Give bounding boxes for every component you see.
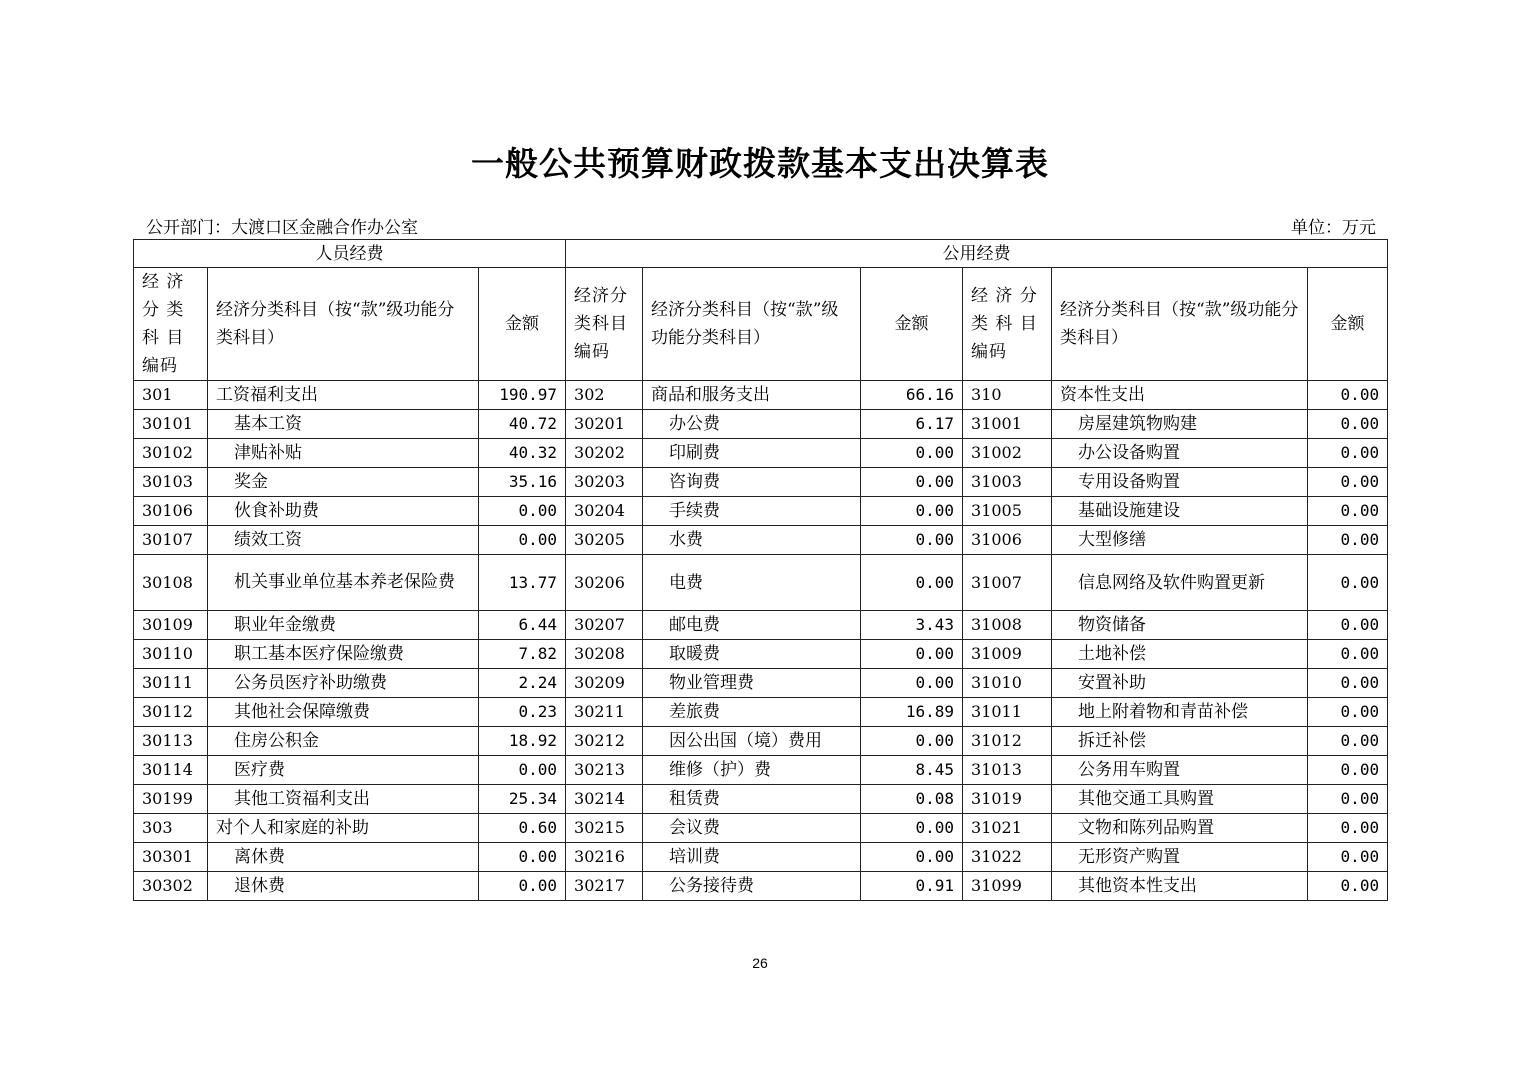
header-amount-public: 金额	[861, 268, 963, 381]
personnel-subject-cell	[208, 669, 479, 698]
personnel-amount-cell: 0.00	[479, 497, 566, 526]
table-row	[134, 785, 1388, 814]
table-row	[134, 727, 1388, 756]
public-code-cell: 30203	[566, 468, 643, 497]
public-code-cell: 302	[566, 381, 643, 410]
public-amount-cell: 0.00	[861, 814, 963, 843]
page-title: 一般公共预算财政拨款基本支出决算表	[471, 144, 1049, 183]
header-subject-capital: 经济分类科目（按“款”级功能分类科目）	[1052, 268, 1308, 381]
public-subject-cell	[643, 526, 861, 555]
capital-amount-cell: 0.00	[1308, 814, 1388, 843]
personnel-code-cell: 30101	[134, 410, 208, 439]
header-code-personnel: 经 济 分 类 科 目 编码	[134, 268, 208, 381]
public-subject-cell	[643, 785, 861, 814]
section-personnel: 人员经费	[134, 240, 566, 268]
subject-label: 绩效工资	[234, 530, 302, 550]
personnel-subject-cell	[208, 698, 479, 727]
subject-label: 无形资产购置	[1078, 847, 1181, 867]
personnel-subject-cell	[208, 611, 479, 640]
personnel-code-cell: 30109	[134, 611, 208, 640]
personnel-subject-cell	[208, 872, 479, 901]
public-code-cell: 30215	[566, 814, 643, 843]
capital-amount-cell: 0.00	[1308, 785, 1388, 814]
personnel-amount-cell: 7.82	[479, 640, 566, 669]
subject-label: 伙食补助费	[234, 501, 319, 521]
capital-code-cell: 31022	[963, 843, 1052, 872]
personnel-subject-cell	[208, 439, 479, 468]
subject-label: 公务员医疗补助缴费	[234, 673, 387, 693]
capital-subject-cell	[1052, 843, 1308, 872]
subject-label: 津贴补贴	[234, 443, 302, 463]
table-row	[134, 611, 1388, 640]
public-code-cell: 30204	[566, 497, 643, 526]
capital-subject-cell	[1052, 555, 1308, 611]
public-subject-cell	[643, 468, 861, 497]
capital-subject-cell	[1052, 640, 1308, 669]
subject-label: 印刷费	[669, 443, 721, 463]
header-subject-public: 经济分类科目（按“款”级功能分类科目）	[643, 268, 861, 381]
subject-label: 其他社会保障缴费	[234, 702, 370, 722]
capital-subject-cell	[1052, 872, 1308, 901]
capital-amount-cell: 0.00	[1308, 381, 1388, 410]
personnel-amount-cell: 2.24	[479, 669, 566, 698]
subject-label: 基础设施建设	[1078, 501, 1181, 521]
subject-label: 取暖费	[669, 644, 721, 664]
capital-code-cell: 31002	[963, 439, 1052, 468]
subject-label: 房屋建筑物购建	[1078, 414, 1198, 434]
capital-code-cell: 310	[963, 381, 1052, 410]
capital-code-cell: 31009	[963, 640, 1052, 669]
capital-code-cell: 31007	[963, 555, 1052, 611]
subject-label: 职工基本医疗保险缴费	[234, 644, 404, 664]
capital-amount-cell: 0.00	[1308, 698, 1388, 727]
table-row	[134, 381, 1388, 410]
subject-label: 基本工资	[234, 414, 302, 434]
personnel-amount-cell: 0.23	[479, 698, 566, 727]
public-code-cell: 30209	[566, 669, 643, 698]
personnel-code-cell: 30114	[134, 756, 208, 785]
personnel-code-cell: 30302	[134, 872, 208, 901]
public-amount-cell: 0.08	[861, 785, 963, 814]
public-subject-cell	[643, 698, 861, 727]
capital-subject-cell	[1052, 611, 1308, 640]
subject-label: 培训费	[669, 847, 721, 867]
public-code-cell: 30217	[566, 872, 643, 901]
subject-label: 公务接待费	[669, 876, 755, 896]
public-code-cell: 30201	[566, 410, 643, 439]
personnel-subject-cell: 对个人和家庭的补助	[208, 814, 479, 843]
public-amount-cell: 0.00	[861, 497, 963, 526]
capital-code-cell: 31099	[963, 872, 1052, 901]
capital-subject-cell	[1052, 468, 1308, 497]
personnel-amount-cell: 18.92	[479, 727, 566, 756]
header-code-public: 经济分类科目编码	[566, 268, 643, 381]
public-amount-cell: 0.00	[861, 439, 963, 468]
capital-subject-cell	[1052, 669, 1308, 698]
public-amount-cell: 0.00	[861, 468, 963, 497]
personnel-subject-cell	[208, 727, 479, 756]
unit-label: 单位：万元	[1291, 218, 1376, 238]
personnel-amount-cell: 40.32	[479, 439, 566, 468]
subject-label: 土地补偿	[1078, 644, 1147, 664]
personnel-amount-cell: 35.16	[479, 468, 566, 497]
personnel-code-cell: 30199	[134, 785, 208, 814]
personnel-code-cell: 30103	[134, 468, 208, 497]
capital-amount-cell: 0.00	[1308, 468, 1388, 497]
capital-amount-cell: 0.00	[1308, 555, 1388, 611]
subject-label: 大型修缮	[1078, 530, 1147, 550]
table-row	[134, 669, 1388, 698]
table-row	[134, 843, 1388, 872]
public-subject-cell	[643, 555, 861, 611]
public-code-cell: 30207	[566, 611, 643, 640]
subject-label: 差旅费	[669, 702, 721, 722]
table-row	[134, 555, 1388, 611]
subject-label: 公务用车购置	[1078, 760, 1181, 780]
subject-label: 其他交通工具购置	[1078, 789, 1215, 809]
public-code-cell: 30206	[566, 555, 643, 611]
public-amount-cell: 0.00	[861, 526, 963, 555]
personnel-subject-cell	[208, 555, 479, 611]
personnel-code-cell: 30102	[134, 439, 208, 468]
personnel-amount-cell: 0.00	[479, 843, 566, 872]
public-amount-cell: 0.00	[861, 555, 963, 611]
public-amount-cell: 66.16	[861, 381, 963, 410]
subject-label: 办公设备购置	[1078, 443, 1181, 463]
public-subject-cell	[643, 640, 861, 669]
capital-subject-cell	[1052, 727, 1308, 756]
capital-amount-cell: 0.00	[1308, 611, 1388, 640]
public-subject-cell	[643, 669, 861, 698]
capital-code-cell: 31013	[963, 756, 1052, 785]
capital-subject-cell	[1052, 439, 1308, 468]
subject-label: 水费	[669, 530, 704, 550]
subject-label: 电费	[669, 572, 704, 593]
capital-subject-cell	[1052, 497, 1308, 526]
subject-label: 文物和陈列品购置	[1078, 818, 1215, 838]
personnel-code-cell: 301	[134, 381, 208, 410]
table-row	[134, 439, 1388, 468]
public-code-cell: 30205	[566, 526, 643, 555]
table-row	[134, 814, 1388, 843]
header-code-capital: 经 济 分 类 科 目 编码	[963, 268, 1052, 381]
capital-subject-cell: 资本性支出	[1052, 381, 1308, 410]
personnel-amount-cell: 40.72	[479, 410, 566, 439]
public-code-cell: 30202	[566, 439, 643, 468]
public-code-cell: 30213	[566, 756, 643, 785]
public-amount-cell: 6.17	[861, 410, 963, 439]
public-amount-cell: 3.43	[861, 611, 963, 640]
capital-code-cell: 31019	[963, 785, 1052, 814]
table-row	[134, 698, 1388, 727]
subject-label: 地上附着物和青苗补偿	[1078, 702, 1249, 722]
capital-subject-cell	[1052, 526, 1308, 555]
public-code-cell: 30214	[566, 785, 643, 814]
capital-code-cell: 31012	[963, 727, 1052, 756]
subject-label: 其他工资福利支出	[234, 789, 370, 809]
page-number: 26	[752, 955, 768, 971]
capital-subject-cell	[1052, 756, 1308, 785]
public-amount-cell: 0.00	[861, 669, 963, 698]
subject-label: 会议费	[669, 818, 721, 838]
subject-label: 专用设备购置	[1078, 472, 1181, 492]
public-subject-cell	[643, 843, 861, 872]
personnel-subject-cell	[208, 785, 479, 814]
public-code-cell: 30208	[566, 640, 643, 669]
personnel-code-cell: 30112	[134, 698, 208, 727]
subject-label: 信息网络及软件购置更新	[1078, 572, 1266, 593]
personnel-subject-cell	[208, 843, 479, 872]
capital-amount-cell: 0.00	[1308, 756, 1388, 785]
subject-label: 物资储备	[1078, 615, 1147, 635]
public-subject-cell	[643, 872, 861, 901]
public-amount-cell: 0.00	[861, 640, 963, 669]
public-subject-cell	[643, 727, 861, 756]
capital-amount-cell: 0.00	[1308, 669, 1388, 698]
capital-amount-cell: 0.00	[1308, 872, 1388, 901]
column-header-row	[134, 268, 1388, 381]
personnel-subject-cell	[208, 526, 479, 555]
capital-subject-cell	[1052, 785, 1308, 814]
personnel-amount-cell: 0.00	[479, 872, 566, 901]
personnel-amount-cell: 13.77	[479, 555, 566, 611]
table-row	[134, 526, 1388, 555]
public-amount-cell: 16.89	[861, 698, 963, 727]
public-subject-cell	[643, 814, 861, 843]
personnel-amount-cell: 25.34	[479, 785, 566, 814]
section-public: 公用经费	[566, 240, 1388, 268]
capital-amount-cell: 0.00	[1308, 843, 1388, 872]
public-subject-cell	[643, 439, 861, 468]
capital-code-cell: 31005	[963, 497, 1052, 526]
subject-label: 邮电费	[669, 615, 721, 635]
public-amount-cell: 8.45	[861, 756, 963, 785]
capital-amount-cell: 0.00	[1308, 727, 1388, 756]
capital-code-cell: 31006	[963, 526, 1052, 555]
subject-label: 机关事业单位基本养老保险费	[234, 572, 455, 592]
subject-label: 职业年金缴费	[234, 615, 336, 635]
capital-subject-cell	[1052, 410, 1308, 439]
table-row	[134, 872, 1388, 901]
subject-label: 退休费	[234, 876, 285, 896]
personnel-subject-cell	[208, 640, 479, 669]
header-subject-personnel: 经济分类科目（按“款”级功能分类科目）	[208, 268, 479, 381]
public-subject-cell	[643, 611, 861, 640]
subject-label: 其他资本性支出	[1078, 876, 1198, 896]
public-subject-cell	[643, 497, 861, 526]
header-amount-capital: 金额	[1308, 268, 1388, 381]
capital-code-cell: 31010	[963, 669, 1052, 698]
subject-label: 住房公积金	[234, 731, 319, 751]
subject-label: 维修（护）费	[669, 760, 772, 780]
capital-code-cell: 31011	[963, 698, 1052, 727]
public-code-cell: 30211	[566, 698, 643, 727]
personnel-code-cell: 303	[134, 814, 208, 843]
capital-amount-cell: 0.00	[1308, 410, 1388, 439]
personnel-code-cell: 30113	[134, 727, 208, 756]
personnel-code-cell: 30106	[134, 497, 208, 526]
personnel-amount-cell: 0.00	[479, 526, 566, 555]
capital-amount-cell: 0.00	[1308, 497, 1388, 526]
subject-label: 因公出国（境）费用	[669, 731, 823, 751]
section-header-row	[134, 240, 1388, 268]
public-subject-cell	[643, 756, 861, 785]
table-row	[134, 468, 1388, 497]
personnel-code-cell: 30111	[134, 669, 208, 698]
capital-code-cell: 31021	[963, 814, 1052, 843]
department-label: 公开部门：大渡口区金融合作办公室	[146, 218, 418, 238]
capital-amount-cell: 0.00	[1308, 526, 1388, 555]
subject-label: 拆迁补偿	[1078, 731, 1147, 751]
public-amount-cell: 0.00	[861, 843, 963, 872]
personnel-subject-cell	[208, 468, 479, 497]
subject-label: 手续费	[669, 501, 721, 521]
public-amount-cell: 0.91	[861, 872, 963, 901]
personnel-amount-cell: 0.60	[479, 814, 566, 843]
subject-label: 安置补助	[1078, 673, 1147, 693]
personnel-code-cell: 30107	[134, 526, 208, 555]
personnel-subject-cell	[208, 497, 479, 526]
table-row	[134, 756, 1388, 785]
subject-label: 物业管理费	[669, 673, 755, 693]
personnel-code-cell: 30301	[134, 843, 208, 872]
subject-label: 咨询费	[669, 472, 721, 492]
public-code-cell: 30212	[566, 727, 643, 756]
personnel-subject-cell	[208, 410, 479, 439]
capital-subject-cell	[1052, 814, 1308, 843]
subject-label: 租赁费	[669, 789, 721, 809]
subject-label: 办公费	[669, 414, 721, 434]
public-subject-cell: 商品和服务支出	[643, 381, 861, 410]
personnel-amount-cell: 190.97	[479, 381, 566, 410]
personnel-code-cell: 30108	[134, 555, 208, 611]
personnel-subject-cell: 工资福利支出	[208, 381, 479, 410]
table-row	[134, 640, 1388, 669]
personnel-code-cell: 30110	[134, 640, 208, 669]
header-amount-personnel: 金额	[479, 268, 566, 381]
public-amount-cell: 0.00	[861, 727, 963, 756]
personnel-amount-cell: 6.44	[479, 611, 566, 640]
personnel-amount-cell: 0.00	[479, 756, 566, 785]
subject-label: 离休费	[234, 847, 285, 867]
capital-code-cell: 31003	[963, 468, 1052, 497]
capital-amount-cell: 0.00	[1308, 439, 1388, 468]
subject-label: 奖金	[234, 472, 268, 492]
capital-code-cell: 31001	[963, 410, 1052, 439]
subject-label: 医疗费	[234, 760, 285, 780]
capital-code-cell: 31008	[963, 611, 1052, 640]
capital-subject-cell	[1052, 698, 1308, 727]
public-code-cell: 30216	[566, 843, 643, 872]
table-row	[134, 410, 1388, 439]
table-row	[134, 497, 1388, 526]
capital-amount-cell: 0.00	[1308, 640, 1388, 669]
budget-table	[133, 239, 1388, 901]
personnel-subject-cell	[208, 756, 479, 785]
public-subject-cell	[643, 410, 861, 439]
